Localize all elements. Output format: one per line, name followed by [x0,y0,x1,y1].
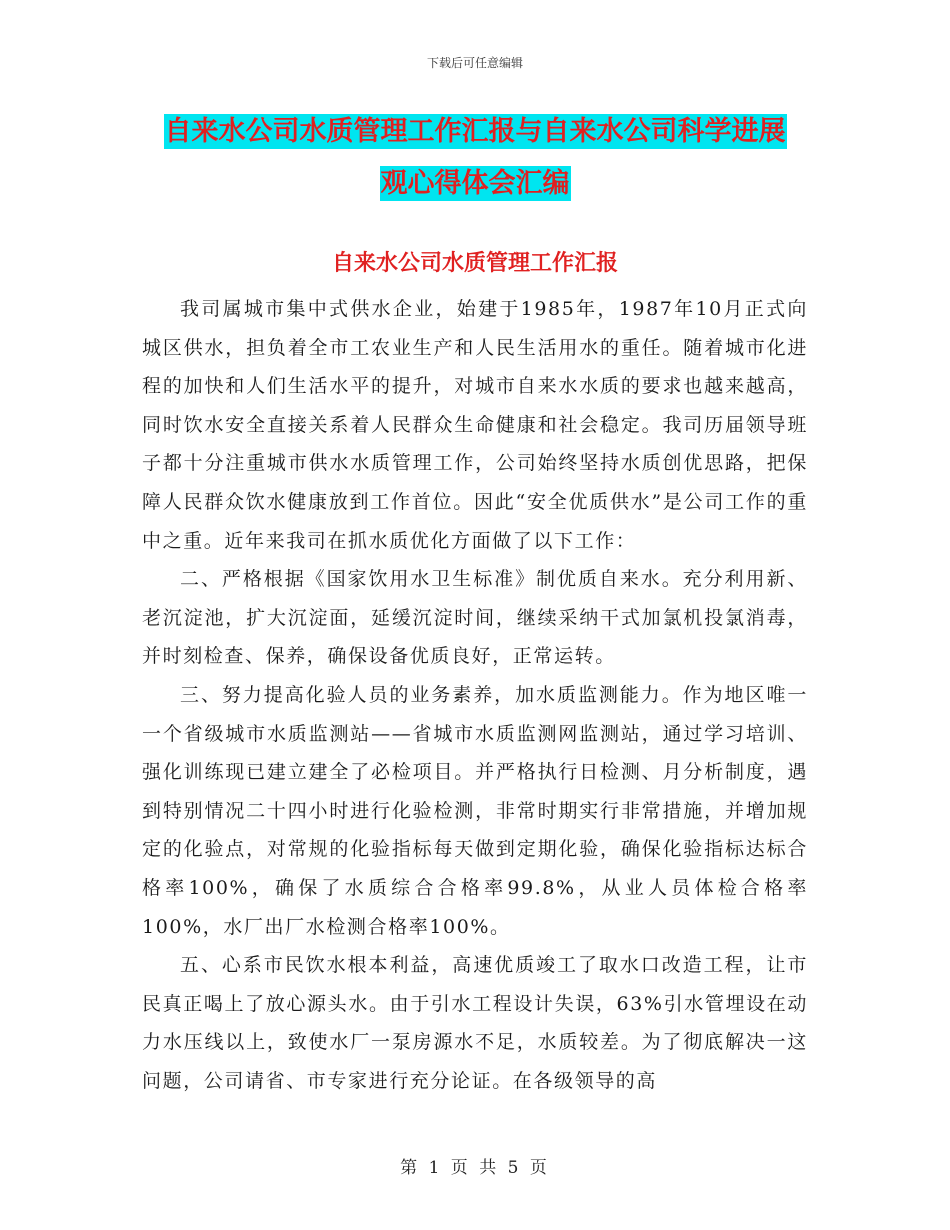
body-text [142,290,808,1100]
header-note: 下载后可任意编辑 [426,56,523,70]
paragraph-2: 二、严格根据《国家饮用水卫生标准》制优质自来水。充分利用新、老沉淀池，扩大沉淀面，延缓沉淀时间，继续采纳干式加氯机投氯消毒，并时刻检查、保养，确保设备优质良好，正常运转。 [142,568,808,668]
main-title-line1: 自来水公司水质管理工作汇报与自来水公司科学进展 [164,116,786,147]
page-indicator: 第 1 页 共 5 页 [400,1158,550,1178]
main-title-line2: 观心得体会汇编 [380,168,570,199]
section-title: 自来水公司水质管理工作汇报 [331,251,618,276]
paragraph-3: 三、努力提高化验人员的业务素养，加水质监测能力。作为地区唯一一个省级城市水质监测站——省城市水质监测网监测站，通过学习培训、强化训练现已建立建全了必检项目。并严格执行日检测、月分析制度，遇到特别情况二十四小时进行化验检测，非常时期实行非常措施，并增加规定的化验点，对常规的化验指标每天做到定期化验，确保化验指标达标合格率100%，确保了水质综合合格率99.8%，从业人员体检合格率100%，水厂出厂水检测合格率100%。 [142,683,808,938]
paragraph-intro: 我司属城市集中式供水企业，始建于1985年，1987年10月正式向城区供水，担负着全市工农业生产和人民生活用水的重任。随着城市化进程的加快和人们生活水平的提升，对城市自来水水质的要求也越来越高，同时饮水安全直接关系着人民群众生命健康和社会稳定。我司历届领导班子都十分注重城市供水水质管理工作，公司始终坚持水质创优思路，把保障人民群众饮水健康放到工作首位。因此“安全优质供水”是公司工作的重中之重。近年来我司在抓水质优化方面做了以下工作： [142,298,808,552]
paragraph-5: 五、心系市民饮水根本利益，高速优质竣工了取水口改造工程，让市民真正喝上了放心源头水。由于引水工程设计失误，63%引水管埋设在动力水压线以上，致使水厂一泵房源水不足，水质较差。为了彻底解决一这问题，公司请省、市专家进行充分论证。在各级领导的高 [142,954,808,1092]
main-title [140,106,810,210]
